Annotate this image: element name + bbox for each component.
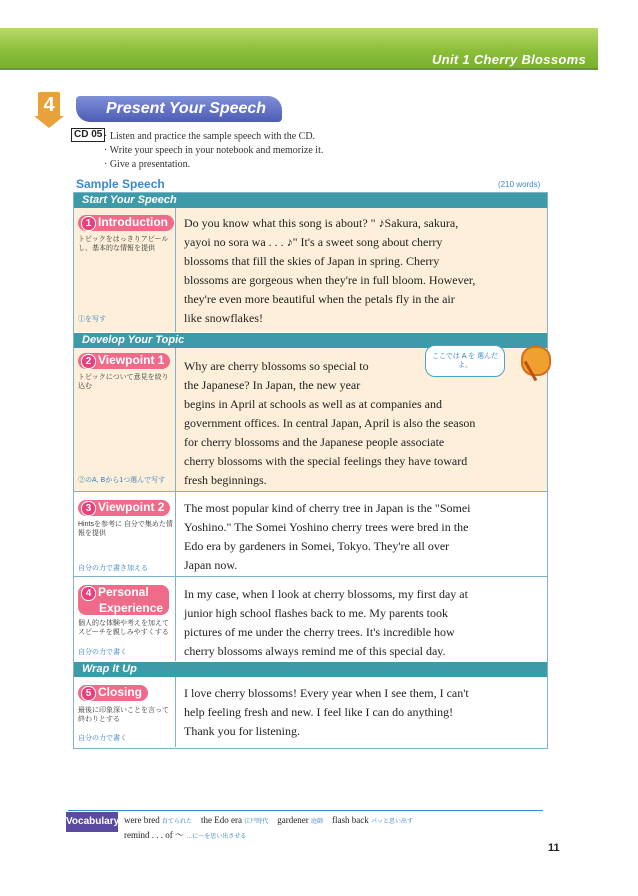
badge-viewpoint-1 <box>78 353 170 369</box>
text-line: the Japanese? In Japan, the new year <box>184 378 361 392</box>
text-line: pictures of me under the cherry trees. It's incredible how <box>184 625 455 639</box>
badge-label: Personal <box>98 585 149 599</box>
badge-closing <box>78 685 148 701</box>
text-line: In my case, when I look at cherry blossoms, my first day at <box>184 587 468 601</box>
instruction-1: · Listen and practice the sample speech with the CD. <box>104 131 316 142</box>
instruction-2: · Write your speech in your notebook and memorize it. <box>104 145 324 156</box>
badge-number: 3 <box>81 501 96 516</box>
badge-number: 2 <box>81 354 96 369</box>
badge-viewpoint-2 <box>78 500 170 516</box>
unit-title: Unit 1 Cherry Blossoms <box>432 52 586 67</box>
cd-track-label: CD 05 <box>71 128 105 142</box>
note-introduction: トピックをはっきりアピールし、基本的な情報を提供 <box>78 236 169 252</box>
text-line: like snowflakes! <box>184 311 263 325</box>
section-arrow-icon <box>34 116 64 128</box>
instruction-3: · Give a presentation. <box>104 159 191 170</box>
badge-label-2: Experience <box>99 601 164 615</box>
text-line: begins in April at schools as well as at companies and <box>184 397 442 411</box>
text-line: fresh beginnings. <box>184 473 267 487</box>
word-count: (210 words) <box>498 180 541 189</box>
text-line: blossoms are gorgeous when they're in full bloom. However, <box>184 273 476 287</box>
hint-closing: 自分の力で書く <box>78 735 127 742</box>
page-number: 11 <box>548 842 560 854</box>
vocabulary-tag: Vocabulary <box>66 812 118 832</box>
badge-number: 5 <box>81 686 96 701</box>
text-personal-experience <box>184 585 536 661</box>
note-personal-experience: 個人的な体験や考えを加えてスピーチを親しみやすくする <box>78 620 169 636</box>
text-line: blossoms that fill the skies of Japan in spring. Cherry <box>184 254 440 268</box>
badge-label: Introduction <box>98 215 168 229</box>
badge-label: Viewpoint 1 <box>98 353 165 367</box>
section-title: Present Your Speech <box>76 96 282 122</box>
text-viewpoint-2 <box>184 499 536 575</box>
sample-speech-label: Sample Speech <box>76 177 165 191</box>
hint-viewpoint-2: 自分の力で書き加える <box>78 565 148 572</box>
section-number: 4 <box>38 92 60 118</box>
hint-personal-experience: 自分の力で書く <box>78 649 127 656</box>
text-line: Thank you for listening. <box>184 724 300 738</box>
badge-introduction <box>78 215 174 231</box>
text-line: The most popular kind of cherry tree in Japan is the "Somei <box>184 501 471 515</box>
hint-viewpoint-1: ②のA, Bから1つ選んで写す <box>78 477 166 484</box>
text-line: Japan now. <box>184 558 238 572</box>
bar-start-your-speech: Start Your Speech <box>74 193 547 208</box>
column-divider <box>175 208 176 332</box>
note-closing: 最後に印象深いことを言って終わりとする <box>78 707 169 723</box>
vocab-line-1: were bred 育てられた the Edo era 江戸時代 gardener 庭師 flash back パッと思い出す <box>124 815 413 825</box>
text-line: they're even more beautiful when the petals fly in the air <box>184 292 455 306</box>
text-line: Edo era by gardeners in Somei, Tokyo. They're all over <box>184 539 450 553</box>
text-line: help feeling fresh and new. I feel like I can do anything! <box>184 705 454 719</box>
text-line: cherry blossoms with the special feelings they have toward <box>184 454 468 468</box>
badge-label: Closing <box>98 685 142 699</box>
badge-number: 4 <box>81 586 96 601</box>
text-line: for cherry blossoms and the Japanese people associate <box>184 435 445 449</box>
text-line: junior high school flashes back to me. My parents took <box>184 606 448 620</box>
badge-label: Viewpoint 2 <box>98 500 165 514</box>
vocab-line-2: remind . . . of ～ …に～を思い出させる <box>124 830 247 840</box>
vocabulary-rule <box>68 810 543 811</box>
badge-number: 1 <box>81 216 96 231</box>
column-divider <box>175 677 176 747</box>
note-viewpoint-1: トピックについて意見を絞り込む <box>78 374 169 390</box>
column-divider <box>175 348 176 661</box>
bar-develop-your-topic: Develop Your Topic <box>74 333 547 348</box>
text-line: Do you know what this song is about? " ♪Sakura, sakura, <box>184 216 459 230</box>
text-line: Why are cherry blossoms so special to <box>184 359 369 373</box>
speech-bubble: ここでは A を 選んだよ。 <box>425 345 505 377</box>
badge-personal-experience <box>78 585 169 615</box>
text-line: government offices. In central Japan, April is also the season <box>184 416 476 430</box>
text-line: I love cherry blossoms! Every year when I see them, I can't <box>184 686 469 700</box>
text-closing <box>184 684 536 741</box>
note-viewpoint-2: Hintsを参考に 自分で集めた情報を提供 <box>78 521 173 537</box>
hint-introduction: ①を写す <box>78 316 106 323</box>
bar-wrap-it-up: Wrap It Up <box>74 662 547 677</box>
banner-rule <box>0 68 598 70</box>
text-introduction <box>184 214 536 328</box>
text-line: cherry blossoms always remind me of this special day. <box>184 644 446 658</box>
text-line: Yoshino." The Somei Yoshino cherry trees were bred in the <box>184 520 469 534</box>
text-line: yayoi no sora wa . . . ♪" It's a sweet song about cherry <box>184 235 443 249</box>
